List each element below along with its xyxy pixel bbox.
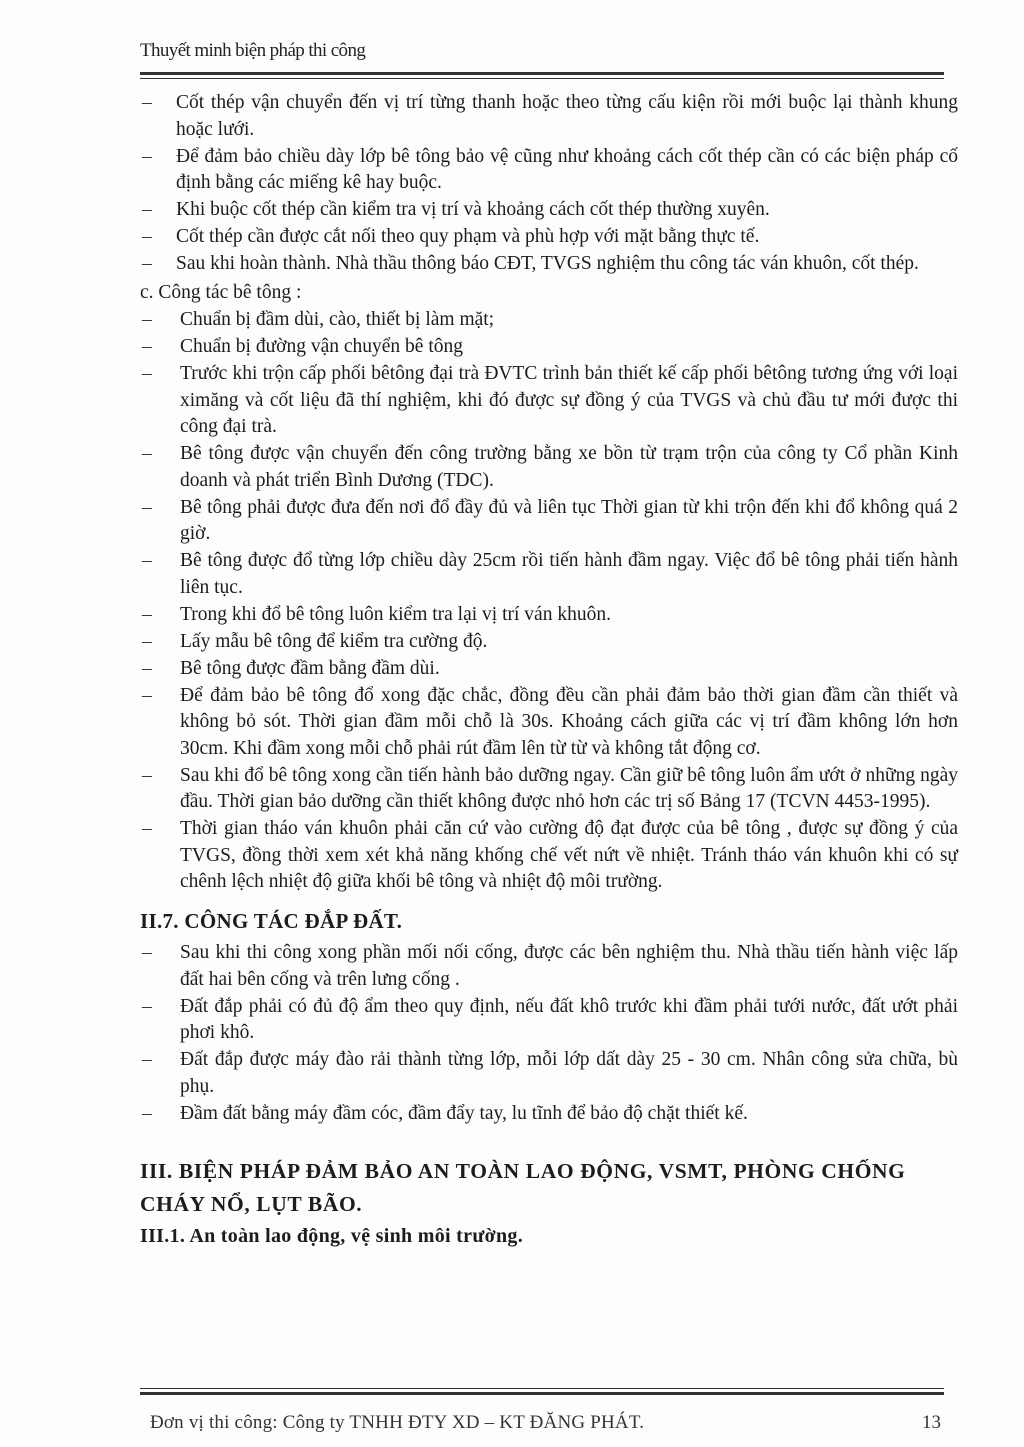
list-earthwork — [140, 940, 958, 1127]
list-item: – Khi buộc cốt thép cần kiểm tra vị trí và khoảng cách cốt thép thường xuyên. — [140, 197, 958, 224]
list-item: – Trước khi trộn cấp phối bêtông đại trà ĐVTC trình bản thiết kế cấp phối bêtông tương ứng với loại ximăng và cốt liệu đã thí nghiệm, khi đó được sự đồng ý của TVGS và chủ đầu tư mới được thi công đại trà. — [142, 363, 958, 437]
section-heading-earthwork: II.7. CÔNG TÁC ĐẮP ĐẤT. — [140, 908, 403, 933]
list-item: – Cốt thép vận chuyển đến vị trí từng thanh hoặc theo từng cấu kiện rồi mới buộc lại thành khung hoặc lưới. — [142, 92, 958, 140]
list-item: – Thời gian tháo ván khuôn phải căn cứ vào cường độ đạt được của bê tông , được sự đồng ý của TVGS, đồng thời xem xét khả năng khống chế vết nứt về nhiệt. Tránh tháo ván khuôn khi có sự chênh lệch nhiệt độ giữa khối bê tông và nhiệt độ môi trường. — [142, 818, 958, 892]
list-item: – Chuẩn bị đầm dùi, cào, thiết bị làm mặt; — [140, 307, 958, 334]
list-item: – Bê tông được vận chuyển đến công trường bằng xe bồn từ trạm trộn của công ty Cổ phần Kinh doanh và phát triển Bình Dương (TDC). — [142, 443, 958, 491]
list-item: – Sau khi hoàn thành. Nhà thầu thông báo CĐT, TVGS nghiệm thu công tác ván khuôn, cốt thép. — [140, 251, 958, 278]
list-item: – Đất đắp được máy đào rải thành từng lớp, mỗi lớp dất dày 25 - 30 cm. Nhân công sửa chữa, bù phụ. — [142, 1049, 958, 1097]
list-rebar — [140, 90, 958, 278]
list-item: – Đất đắp phải có đủ độ ẩm theo quy định, nếu đất khô trước khi đầm phải tưới nước, đất ướt phải phơi khô. — [142, 995, 958, 1043]
document-body — [140, 90, 958, 1250]
footer-rule-thin — [140, 1388, 944, 1389]
list-item: – Sau khi thi công xong phần mối nối cống, được các bên nghiệm thu. Nhà thầu tiến hành việc lấp đất hai bên cống và trên lưng cống . — [142, 942, 958, 990]
list-item: – Trong khi đổ bê tông luôn kiểm tra lại vị trí ván khuôn. — [140, 602, 958, 629]
header-rule-thick — [140, 72, 944, 75]
list-item: – Cốt thép cần được cắt nối theo quy phạm và phù hợp với mặt bằng thực tế. — [140, 224, 958, 251]
list-item: – Để đảm bảo chiều dày lớp bê tông bảo vệ cũng như khoảng cách cốt thép cần có các biện pháp cố định bằng các miếng kê hay buộc. — [142, 145, 958, 193]
dash-marker: – — [142, 942, 152, 963]
dash-marker: – — [142, 603, 152, 625]
dash-marker: – — [142, 145, 152, 167]
dash-marker: – — [142, 443, 152, 464]
dash-marker: – — [142, 92, 152, 113]
list-item: – Bê tông được đầm bằng đầm dùi. — [140, 656, 958, 683]
dash-marker: – — [142, 496, 152, 518]
page-number: 13 — [922, 1412, 941, 1433]
list-item: – Lấy mẫu bê tông để kiểm tra cường độ. — [140, 629, 958, 656]
dash-marker: – — [142, 309, 152, 330]
subsection-heading-labor-safety: III.1. An toàn lao động, vệ sinh môi trường. — [140, 1225, 524, 1247]
footer-rule-thick — [140, 1392, 944, 1395]
dash-marker: – — [142, 226, 152, 247]
footer-contractor: Đơn vị thi công: Công ty TNHH ĐTY XD – KT ĐĂNG PHÁT. — [150, 1412, 645, 1433]
dash-marker: – — [142, 336, 152, 357]
dash-marker: – — [142, 630, 152, 652]
section-heading-safety: III. BIỆN PHÁP ĐẢM BẢO AN TOÀN LAO ĐỘNG, VSMT, PHÒNG CHỐNG CHÁY NỔ, LỤT BÃO. — [140, 1159, 906, 1216]
header-rule-thin — [140, 78, 944, 79]
list-item: – Bê tông được đổ từng lớp chiều dày 25cm rồi tiến hành đầm ngay. Việc đổ bê tông phải tiến hành liên tục. — [142, 550, 958, 598]
dash-marker: – — [142, 995, 152, 1017]
dash-marker: – — [142, 657, 152, 679]
list-item: – Đầm đất bằng máy đầm cóc, đầm đẩy tay, lu tĩnh để bảo độ chặt thiết kế. — [140, 1101, 958, 1128]
dash-marker: – — [142, 764, 152, 786]
list-item: – Sau khi đổ bê tông xong cần tiến hành bảo dưỡng ngay. Cần giữ bê tông luôn ẩm ướt ở những ngày đầu. Thời gian bảo dưỡng cần thiết không được nhỏ hơn các trị số Bảng 17 (TCVN 4453-1995). — [142, 764, 958, 812]
dash-marker: – — [142, 684, 152, 706]
list-item: – Bê tông phải được đưa đến nơi đổ đầy đủ và liên tục Thời gian từ khi trộn đến khi đổ không quá 2 giờ. — [142, 496, 958, 544]
dash-marker: – — [142, 199, 152, 220]
dash-marker: – — [142, 818, 152, 839]
subsection-heading-concrete: c. Công tác bê tông : — [140, 281, 302, 303]
list-item: – Chuẩn bị đường vận chuyển bê tông — [140, 334, 958, 361]
dash-marker: – — [142, 1102, 152, 1124]
list-concrete — [140, 307, 958, 896]
dash-marker: – — [142, 1049, 152, 1070]
dash-marker: – — [142, 550, 152, 571]
list-item: – Để đảm bảo bê tông đổ xong đặc chắc, đồng đều cần phải đảm bảo thời gian đầm cần thiết và không bỏ sót. Thời gian đầm mỗi chỗ là 30s. Khoảng cách giữa các vị trí đầm không lớn hơn 30cm. Khi đầm xong mỗi chỗ phải rút đầm lên từ từ và không tắt động cơ. — [142, 684, 958, 759]
dash-marker: – — [142, 253, 152, 274]
header-title: Thuyết minh biện pháp thi công — [140, 40, 366, 61]
dash-marker: – — [142, 363, 152, 384]
